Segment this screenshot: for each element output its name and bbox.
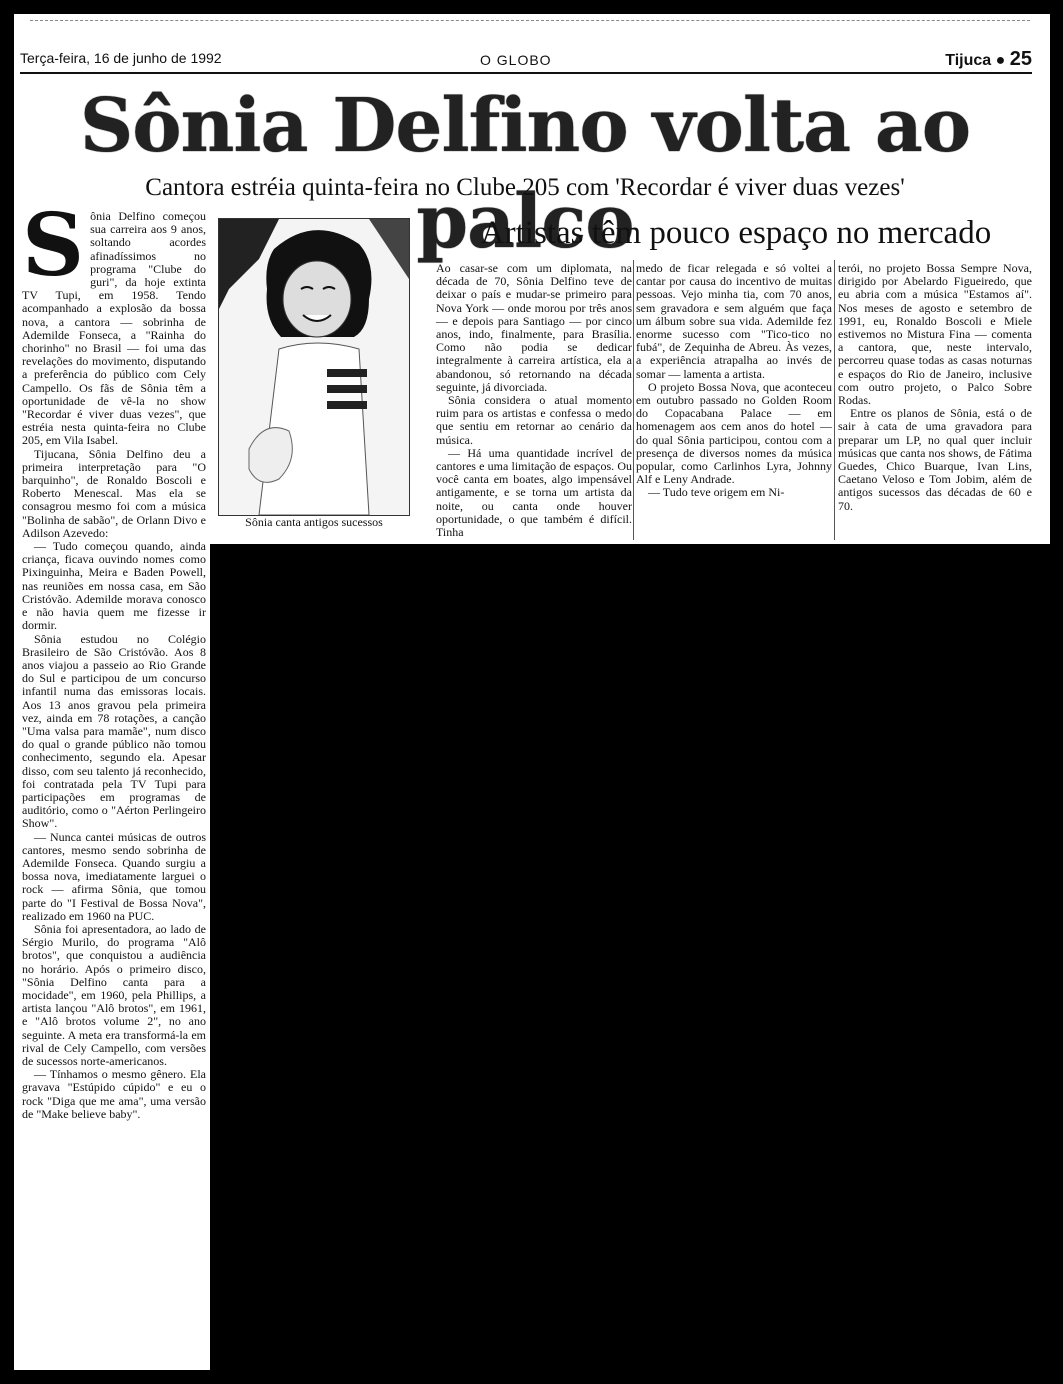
page-number: 25 [1009, 48, 1032, 70]
paragraph: Entre os planos de Sônia, está o de sair à cata de uma gravadora para preparar um LP, no qual quer incluir músicas que canta nos shows, de Fátima Guedes, Chico Buarque, Ivan Lins, Caetano Veloso e Tom Jobim, além de antigos sucessos das décadas de 60 e 70. [838, 406, 1032, 513]
paragraph: ônia Delfino começou sua carreira aos 9 anos, soltando acordes afinadíssimos no programa "Clube do guri", da hoje extinta TV Tupi, em 1958. Tendo acompanhado a explosão da bossa nova, a cantora — sobrinha de Ademilde Fonseca, a "Rainha do chorinho" no Brasil — foi uma das revelações do movimento, disputando a preferência do público com Cely Campello. Os fãs de Sônia têm a oportunidade de vê-la no show "Recordar é viver duas vezes", que estréia nesta quinta-feira no Clube 205, em Vila Isabel. [22, 209, 206, 448]
photo-illustration [219, 219, 409, 515]
masthead-date: Terça-feira, 16 de junho de 1992 [20, 50, 222, 66]
paragraph: Ao casar-se com um diplomata, na década de 70, Sônia Delfino teve de deixar o país e mudar-se primeiro para Nova York — onde morou por três anos — e depois para Santiago — por cinco anos, indo, finalmente, para Brasília. Como não podia se dedicar integralmente à carreira artística, ela a abandonou, só retornando na década seguinte, já divorciada. [436, 261, 632, 394]
paragraph: O projeto Bossa Nova, que aconteceu em outubro passado no Golden Room do Copacabana Palace — em homenagem aos cem anos do hotel — do qual Sônia participou, contou com a presença de diversos nomes da música popular, como Carlinhos Lyra, Johnny Alf e Leny Andrade. [636, 379, 832, 487]
paragraph: — Tínhamos o mesmo gênero. Ela gravava "Estúpido cúpido" e eu o rock "Diga que me ama", uma versão de "Make believe baby". [22, 1067, 206, 1121]
paragraph: Tijucana, Sônia Delfino deu a primeira interpretação para "O barquinho", de Ronaldo Boscoli e Roberto Menescal. Mas ela se consagrou mesmo foi com a música "Bolinha de sabão", de Orlann Divo e Adilson Azevedo: [22, 446, 206, 540]
article-column-1 [22, 195, 206, 1121]
black-scan-area [210, 544, 1063, 1384]
column-divider [633, 260, 634, 540]
masthead-section [945, 48, 1032, 71]
subheadline: Cantora estréia quinta-feira no Clube 205 com 'Recordar é viver duas vezes' [145, 174, 905, 201]
secondary-headline: Artistas têm pouco espaço no mercado [480, 215, 992, 251]
section-name: Tijuca [945, 52, 992, 69]
article-column-2 [436, 262, 632, 539]
paragraph: — Tudo começou quando, ainda criança, ficava ouvindo nomes como Pixinguinha, Meira e Baden Powell, nas reuniões em nossa casa, em São Cristóvão. Ademilde morava conosco e não havia quem me fizesse ir dormir. [22, 539, 206, 633]
dropcap: S [22, 195, 85, 296]
paragraph: — Nunca cantei músicas de outros cantores, mesmo sendo sobrinha de Ademilde Fonseca. Quando surgiu a bossa nova, imediatamente larguei o rock — afirma Sônia, que tomou parte do "I Festival de Bossa Nova", realizado em 1960 na PUC. [22, 829, 206, 923]
article-column-4 [838, 262, 1032, 513]
paragraph: Sônia estudou no Colégio Brasileiro de São Cristóvão. Aos 8 anos viajou a passeio ao Rio Grande do Sul e participou de um concurso infantil numa das emissoras locais. Aos 13 anos gravou pela primeira vez, ainda em 78 rotações, a canção "Uma valsa para mamãe", num disco do qual o grande público não tomou conhecimento, segundo ela. Apesar disso, com seu talento já reconhecido, foi contratada pela TV Tupi para participações em programas de auditório, como o "Aérton Perlingeiro Show". [22, 631, 206, 831]
paragraph: Sônia foi apresentadora, ao lado de Sérgio Murilo, do programa "Alô brotos", que conquistou a audiência no horário. Após o primeiro disco, "Sônia Delfino canta para a mocidade", em 1960, pela Phillips, a artista lançou "Alô brotos", em 1961, e "Alô brotos volume 2", no ano seguinte. A meta era transformá-la em rival de Cely Campello, com versões de sucessos norte-americanos. [22, 921, 206, 1068]
paragraph: — Há uma quantidade incrível de cantores e uma limitação de espaços. Ou você canta em boates, algo impensável antigamente, e se torna um artista da noite, ou canta onde houver oportunidade, o que também é difícil. Tinha [436, 445, 632, 540]
masthead-paper: O GLOBO [480, 52, 552, 68]
paragraph: — Tudo teve origem em Ni- [648, 485, 785, 500]
masthead-rule [20, 72, 1032, 74]
article-column-3 [636, 262, 832, 500]
top-dashed-rule [30, 20, 1030, 21]
column-divider [834, 260, 835, 540]
photo-sonia-delfino [218, 218, 410, 516]
photo-caption: Sônia canta antigos sucessos [245, 515, 383, 529]
masthead [20, 50, 1032, 72]
paragraph: medo de ficar relegada e só voltei a cantar por causa do incentivo de muitas pessoas. Vejo minha tia, com 70 anos, sem gravadora e sem alguém que faça um álbum sobre sua vida. Ademilde fez enorme sucesso com "Tico-tico no fubá", de Zequinha de Abreu. Às vezes, a experiência atrapalha ao invés de somar — lamenta a artista. [636, 261, 832, 381]
bullet-icon: ● [995, 52, 1010, 69]
paragraph: Sônia considera o atual momento ruim para os artistas e confessa o medo que sentiu em retornar ao cenário da música. [436, 393, 632, 447]
headline: Sônia Delfino volta ao palco [79, 83, 971, 265]
paragraph: terói, no projeto Bossa Sempre Nova, dirigido por Abelardo Figueiredo, que eu abria com a música "Estamos aí". Nos meses de agosto e setembro de 1991, eu, Ronaldo Boscoli e Miele estivemos no Mistura Fina — comenta a cantora, que, neste intervalo, percorreu quase todas as casas noturnas e espaços do Rio de Janeiro, inclusive com outro projeto, o Palco Sobre Rodas. [838, 261, 1032, 408]
